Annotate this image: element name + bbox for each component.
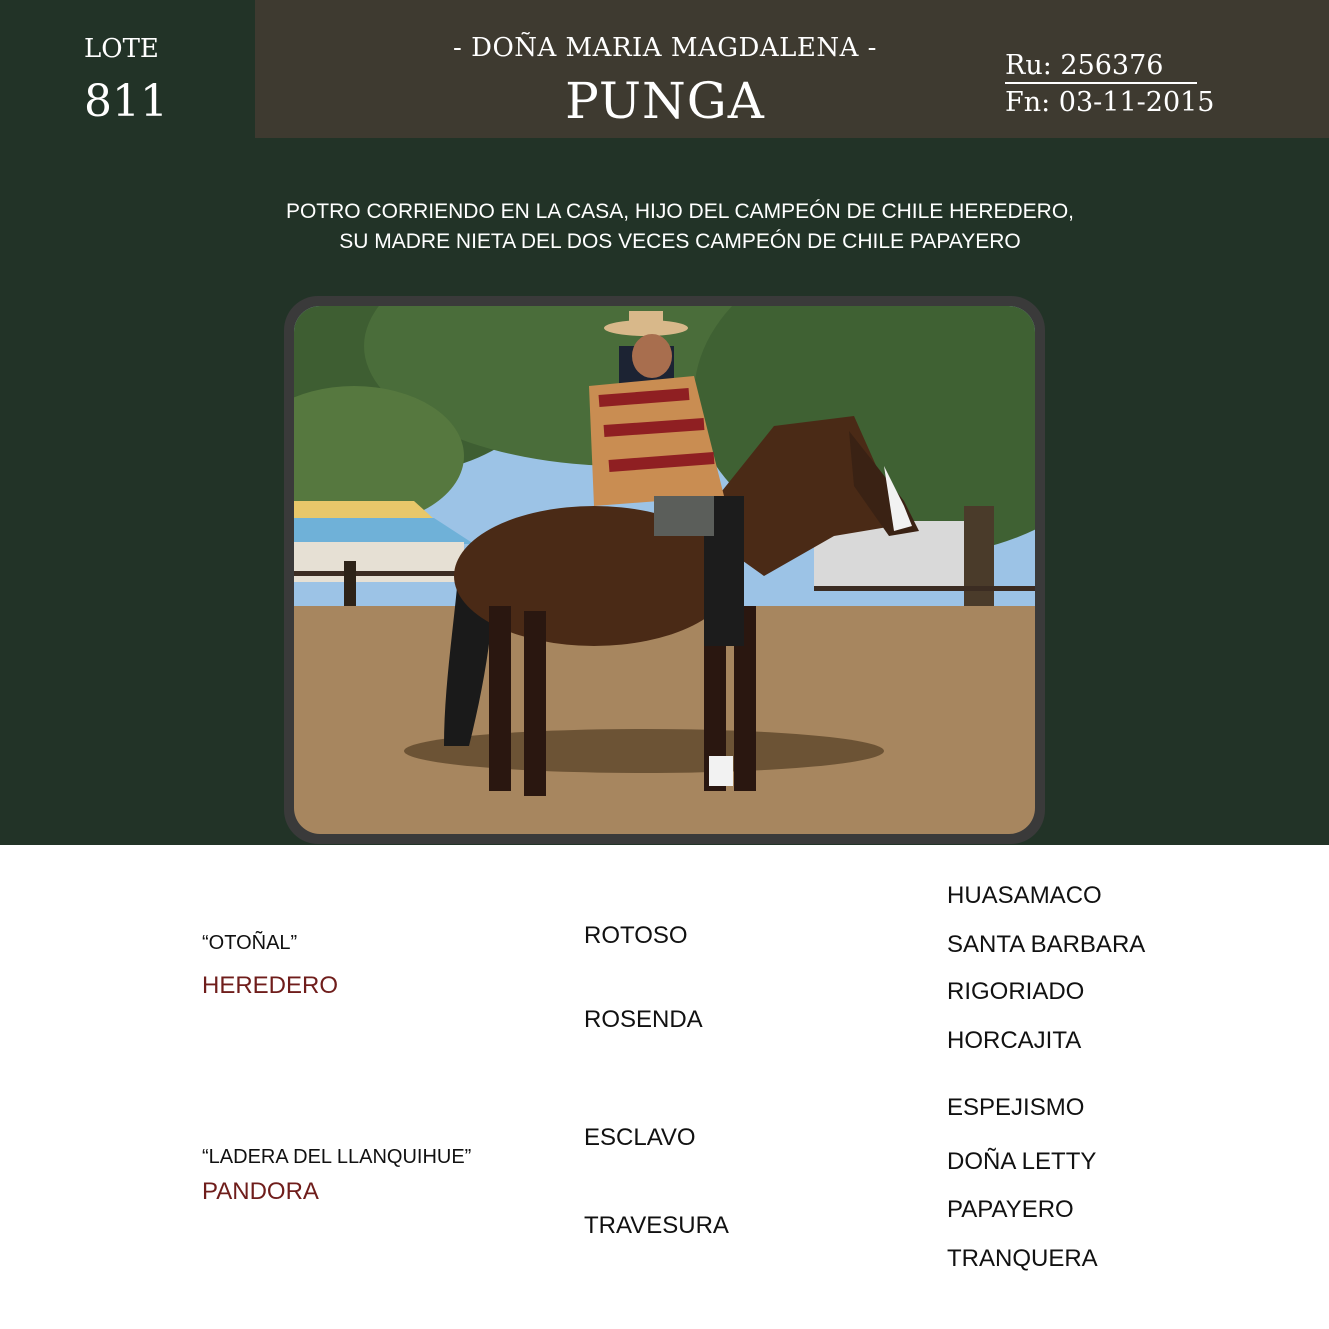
great-grandparent-3: RIGORIADO [947,978,1085,1005]
great-grandparent-8: TRANQUERA [947,1245,1098,1272]
description [180,197,1180,257]
great-grandparent-7: PAPAYERO [947,1196,1074,1223]
great-grandparent-6: DOÑA LETTY [947,1148,1097,1175]
grandparent-4: TRAVESURA [584,1212,729,1239]
horse-name: PUNGA [565,72,765,130]
lote-number: 811 [84,76,168,127]
breeder-name: - DOÑA MARIA MAGDALENA - [453,33,877,63]
grandparent-1: ROTOSO [584,922,688,949]
description-line-2: SU MADRE NIETA DEL DOS VECES CAMPEÓN DE CHILE PAPAYERO [339,230,1021,253]
lote-label: LOTE [84,34,159,64]
dam-name: PANDORA [202,1178,319,1205]
horse-photo-illustration [294,306,1035,834]
birth-date: Fn: 03-11-2015 [1005,87,1215,118]
grandparent-2: ROSENDA [584,1006,703,1033]
grandparent-3: ESCLAVO [584,1124,696,1151]
photo-frame [284,296,1045,844]
horse-photo [294,306,1035,834]
great-grandparent-5: ESPEJISMO [947,1094,1085,1121]
description-line-1: POTRO CORRIENDO EN LA CASA, HIJO DEL CAMPEÓN DE CHILE HEREDERO, [285,200,1075,223]
sire-name: HEREDERO [202,972,339,999]
great-grandparent-4: HORCAJITA [947,1027,1082,1054]
registration-number: Ru: 256376 [1005,50,1197,84]
dam-nickname: “LADERA DEL LLANQUIHUE” [202,1146,472,1168]
great-grandparent-2: SANTA BARBARA [947,931,1146,958]
sire-nickname: “OTOÑAL” [202,932,298,954]
great-grandparent-1: HUASAMACO [947,882,1102,909]
